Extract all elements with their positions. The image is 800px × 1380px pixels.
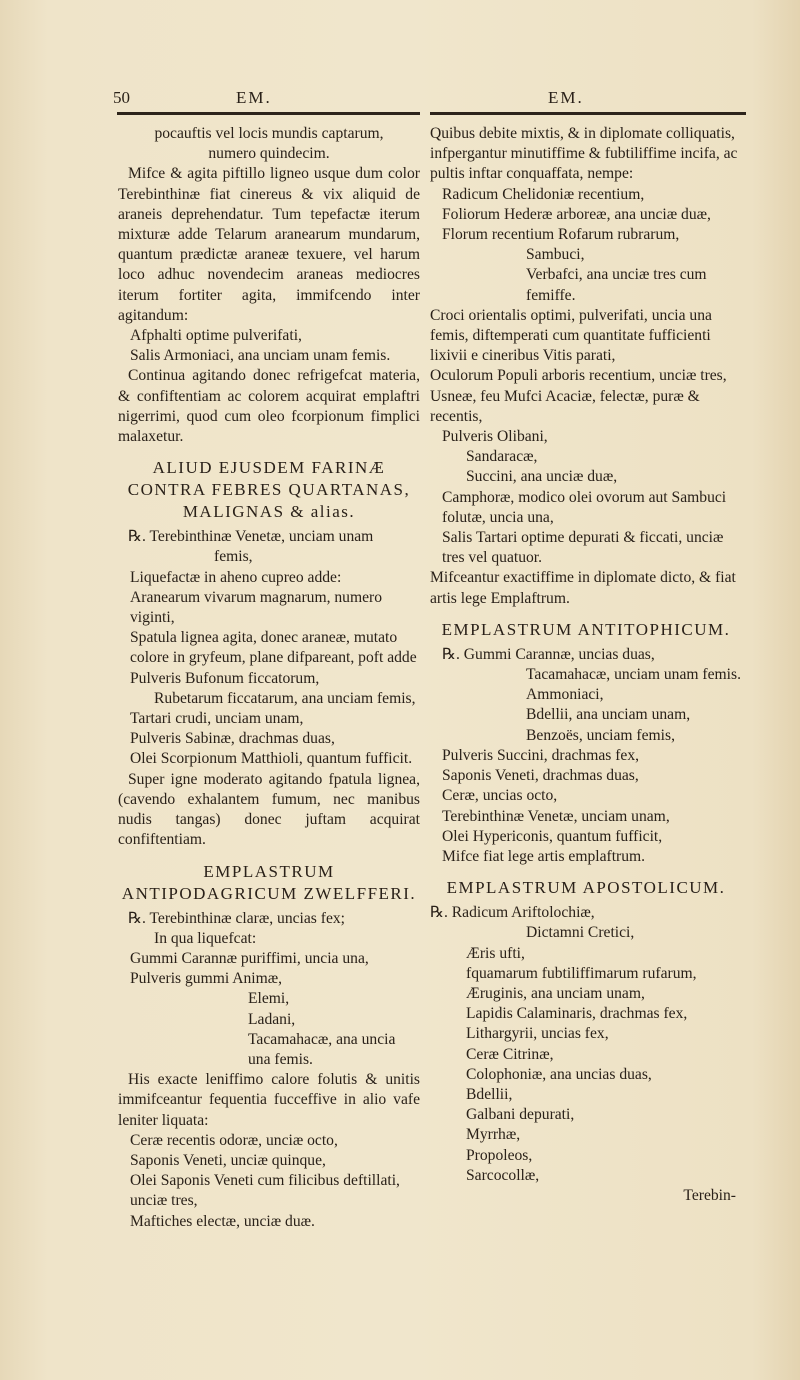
text-line: Bdellii, ana unciam unam, — [526, 706, 691, 724]
text-line: Tacamahacæ, ana uncia una femis. — [248, 1030, 396, 1068]
text-line: Afphalti optime pulverifati, — [130, 327, 302, 345]
right-column — [430, 124, 742, 1206]
text-line: Mifce & agita piftillo ligneo usque dum color Terebinthinæ fiat cinereus & vix aliquid de araneis deprehendatur. Tum tepefactæ iterum mixturæ adde Telarum aranearum mundarum, quantum prædictæ araneæ texuere, vel harum loco adhuc novendecim araneas mediocres iterum fortiter agita, immifcendo inter agitandum: — [118, 165, 420, 324]
text-line: Quibus debite mixtis, & in diplomate colliquatis, infpergantur minutiffime & fubtiliffime incifa, ac pultis inftar conquaffata, nempe: — [430, 125, 738, 183]
text-line: Pulveris gummi Animæ, — [130, 970, 283, 988]
text-line: Bdellii, — [466, 1085, 513, 1103]
text-line: Salis Armoniaci, ana unciam unam femis. — [130, 347, 391, 365]
text-line: Mifceantur exactiffime in diplomate dicto, & fiat artis lege Emplaftrum. — [430, 569, 736, 607]
text-line: Myrrhæ, — [466, 1126, 521, 1144]
running-head-left: EM. — [236, 88, 272, 107]
text-line: numero quindecim. — [208, 145, 330, 163]
text-line: Rubetarum ficcatarum, ana unciam femis, — [154, 689, 416, 707]
text-line: Croci orientalis optimi, pulverifati, uncia una femis, diftemperati cum quantitate fufficienti lixivii e cineribus Vitis parati, — [430, 306, 712, 365]
text-line: Olei Scorpionum Matthioli, quantum fufficit. — [130, 750, 413, 768]
text-line: Usneæ, feu Mufci Acaciæ, felectæ, puræ & recentis, — [430, 387, 700, 425]
page-header — [0, 88, 800, 114]
text-line: Pulveris Olibani, — [442, 428, 548, 446]
text-line: Sambuci, — [526, 246, 585, 264]
text-line: Aranearum vivarum magnarum, numero viginti, — [130, 588, 383, 627]
text-line: femis, — [214, 548, 253, 566]
text-line: Ceræ, uncias octo, — [442, 787, 558, 805]
section-heading: EMPLASTRUM ANTITOPHICUM. — [441, 619, 731, 639]
text-line: Ceræ recentis odoræ, unciæ octo, — [130, 1131, 338, 1149]
text-line: Liquefactæ in aheno cupreo adde: — [130, 568, 342, 586]
text-line: Radicum Chelidoniæ recentium, — [442, 185, 645, 203]
text-line: Dictamni Cretici, — [526, 924, 635, 942]
text-line: Continua agitando donec refrigefcat materia, & confiftentiam ac colorem acquirat emplaftri nigerrimi, quod cum oleo fcorpionum fimplici malaxetur. — [118, 367, 420, 446]
section-heading: ALIUD EJUSDEM FARINÆ CONTRA FEBRES QUARTANAS, MALIGNAS & alias. — [127, 458, 411, 522]
left-column — [118, 124, 420, 1232]
text-line: Sandaracæ, — [466, 448, 538, 466]
section-heading: EMPLASTRUM APOSTOLICUM. — [446, 878, 726, 898]
text-line: Ceræ Citrinæ, — [466, 1045, 554, 1063]
text-line: ℞. Terebinthinæ claræ, uncias fex; — [128, 909, 345, 927]
text-line: Benzoës, unciam femis, — [526, 726, 675, 744]
running-head-right: EM. — [548, 88, 584, 107]
page-number: 50 — [113, 88, 130, 107]
text-line: Æruginis, ana unciam unam, — [466, 984, 645, 1002]
text-line: Pulveris Sabinæ, drachmas duas, — [130, 730, 335, 748]
text-line: Super igne moderato agitando fpatula lignea, (cavendo exhalantem fumum, nec manibus nudis tangas) donec juftam acquirat confiftentiam. — [118, 770, 420, 849]
text-line: Tartari crudi, unciam unam, — [130, 710, 304, 728]
text-line: Ladani, — [248, 1010, 296, 1028]
text-line: Salis Tartari optime depurati & ficcati, unciæ tres vel quatuor. — [442, 529, 724, 567]
text-line: Olei Hypericonis, quantum fufficit, — [442, 827, 663, 845]
text-line: fquamarum fubtiliffimarum rufarum, — [466, 964, 697, 982]
text-line: ℞. Gummi Carannæ, uncias duas, — [442, 645, 655, 663]
text-line: Lithargyrii, uncias fex, — [466, 1025, 609, 1043]
text-line: In qua liquefcat: — [154, 929, 257, 947]
text-line: Propoleos, — [466, 1146, 533, 1164]
text-line: Olei Saponis Veneti cum filicibus deftillati, unciæ tres, — [130, 1172, 400, 1210]
text-line: Maftiches electæ, unciæ duæ. — [130, 1212, 315, 1230]
text-line: Tacamahacæ, unciam unam femis. — [526, 666, 741, 684]
text-line: Foliorum Hederæ arboreæ, ana unciæ duæ, — [442, 205, 711, 223]
text-line: Florum recentium Rofarum rubrarum, — [442, 226, 680, 244]
header-rule-left — [117, 112, 420, 115]
text-line: His exacte leniffimo calore folutis & unitis immifceantur fequentia fucceffive in alio vafe leniter liquata: — [118, 1071, 420, 1129]
text-line: Terebin- — [683, 1186, 736, 1204]
header-rule-right — [430, 112, 746, 115]
text-line: Pulveris Succini, drachmas fex, — [442, 746, 640, 764]
text-line: Pulveris Bufonum ficcatorum, — [130, 669, 320, 687]
text-line: Ammoniaci, — [526, 686, 604, 704]
text-line: Succini, ana unciæ duæ, — [466, 468, 618, 486]
text-line: Gummi Carannæ puriffimi, uncia una, — [130, 949, 369, 967]
text-line: Galbani depurati, — [466, 1106, 575, 1124]
text-line: pocauftis vel locis mundis captarum, — [154, 125, 384, 142]
text-line: Sarcocollæ, — [466, 1166, 540, 1184]
text-line: Saponis Veneti, unciæ quinque, — [130, 1151, 326, 1169]
text-line: Terebinthinæ Venetæ, unciam unam, — [442, 807, 670, 825]
text-line: Colophoniæ, ana uncias duas, — [466, 1065, 652, 1083]
text-line: Elemi, — [248, 990, 290, 1008]
text-line: Æris ufti, — [466, 944, 525, 962]
section-heading: EMPLASTRUM ANTIPODAGRICUM ZWELFFERI. — [121, 861, 417, 903]
text-line: Mifce fiat lege artis emplaftrum. — [442, 847, 646, 865]
text-line: ℞. Radicum Ariftolochiæ, — [430, 904, 595, 922]
text-line: ℞. Terebinthinæ Venetæ, unciam unam — [128, 528, 374, 546]
text-line: Camphoræ, modico olei ovorum aut Sambuci folutæ, uncia una, — [442, 488, 727, 526]
text-line: Oculorum Populi arboris recentium, unciæ tres, — [430, 367, 727, 385]
text-line: Saponis Veneti, drachmas duas, — [442, 767, 639, 785]
text-line: Spatula lignea agita, donec araneæ, mutato colore in gryfeum, plane difpareant, poft adde — [130, 629, 417, 667]
text-line: Verbafci, ana unciæ tres cum femiffe. — [526, 266, 707, 304]
text-line: Lapidis Calaminaris, drachmas fex, — [466, 1005, 688, 1023]
